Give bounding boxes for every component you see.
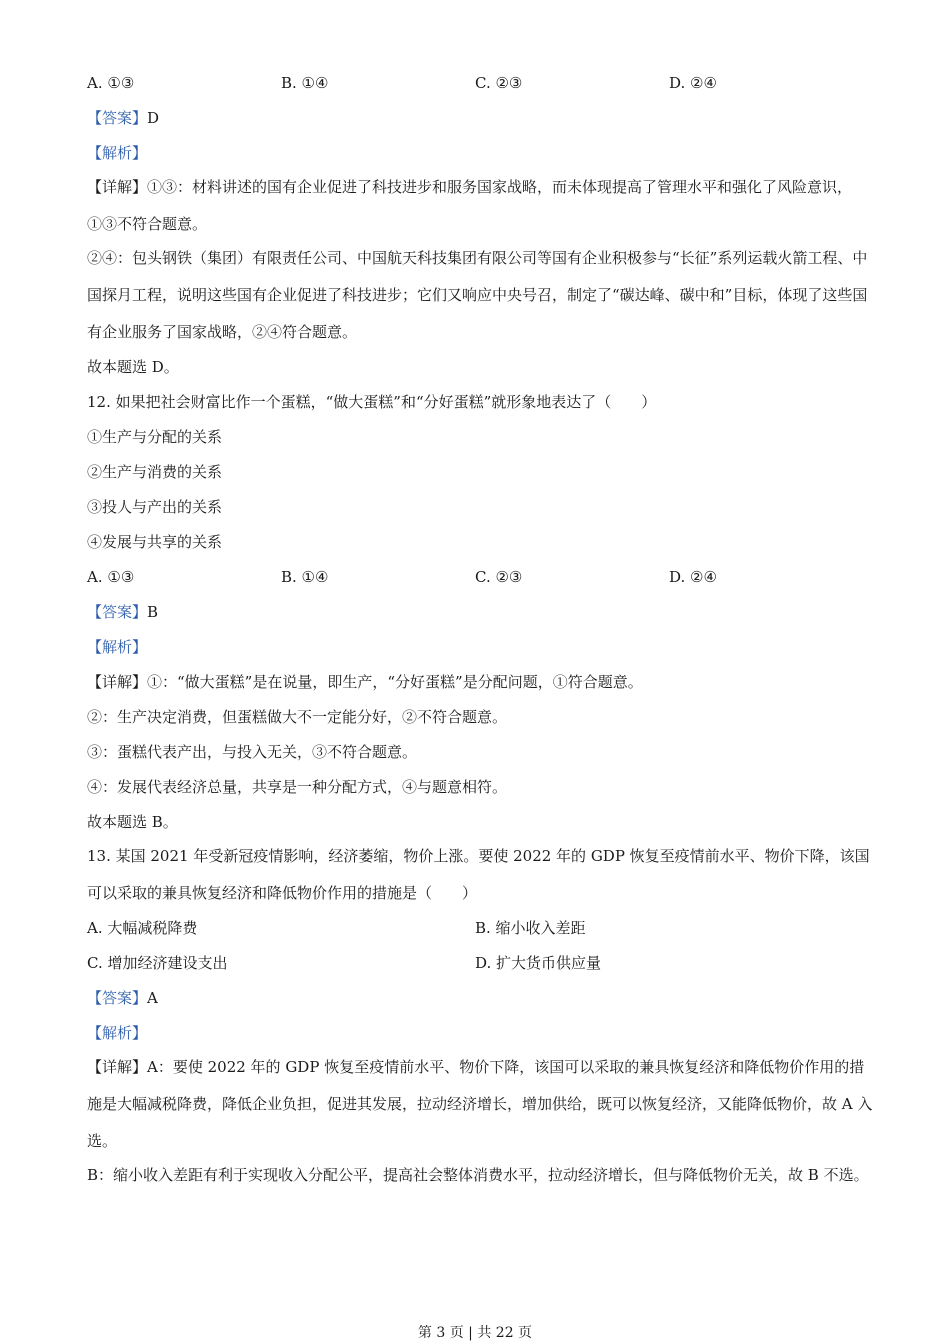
answer-value: D [147, 109, 160, 127]
q13-option-b: B. 缩小收入差距 [475, 919, 586, 937]
q12-item-1: ①生产与分配的关系 [87, 428, 223, 446]
answer-tag: 【答案】 [87, 603, 148, 621]
q12-analysis [87, 636, 877, 658]
q13-answer [87, 987, 877, 1009]
q11-option-c: C. ②③ [475, 74, 523, 92]
answer-tag: 【答案】 [87, 989, 148, 1007]
q12-options [87, 566, 877, 588]
analysis-tag: 【解析】 [87, 638, 148, 656]
detail-tag: 【详解】 [87, 1058, 148, 1076]
q12-answer [87, 601, 877, 623]
q12-detail-2: ②：生产决定消费，但蛋糕做大不一定能分好，②不符合题意。 [87, 708, 508, 726]
q12-option-b: B. ①④ [281, 568, 329, 586]
answer-tag: 【答案】 [87, 109, 148, 127]
q13-option-a: A. 大幅减税降费 [87, 919, 198, 937]
q12-detail-3: ③：蛋糕代表产出，与投入无关，③不符合题意。 [87, 743, 418, 761]
page-footer: 第 3 页 | 共 22 页 [417, 1325, 533, 1341]
q12-detail-1: 【详解】①：“做大蛋糕”是在说量，即生产，“分好蛋糕”是分配问题，①符合题意。 [87, 673, 643, 691]
q13-option-d: D. 扩大货币供应量 [475, 954, 602, 972]
q11-option-d: D. ②④ [669, 74, 717, 92]
q13-option-c: C. 增加经济建设支出 [87, 954, 228, 972]
q13-options-row-2 [87, 952, 877, 974]
q11-detail-1: 【详解】①③：材料讲述的国有企业促进了科技进步和服务国家战略，而未体现提高了管理水平和强化了风险意识，①③不符合题意。 [87, 178, 853, 233]
q11-option-b: B. ①④ [281, 74, 329, 92]
q12-detail-4: ④：发展代表经济总量，共享是一种分配方式，④与题意相符。 [87, 778, 508, 796]
q12-stem: 12. 如果把社会财富比作一个蛋糕，“做大蛋糕”和“分好蛋糕”就形象地表达了（ ） [87, 393, 657, 411]
q12-item-4: ④发展与共享的关系 [87, 533, 223, 551]
q11-options [87, 72, 877, 94]
analysis-tag: 【解析】 [87, 1024, 148, 1042]
q12-item-2: ②生产与消费的关系 [87, 463, 223, 481]
q12-conclusion: 故本题选 B。 [87, 813, 178, 831]
answer-value: B [147, 603, 159, 621]
q12-option-c: C. ②③ [475, 568, 523, 586]
q13-detail-2: B：缩小收入差距有利于实现收入分配公平，提高社会整体消费水平，拉动经济增长，但与降低物价无关，故 B 不选。 [87, 1166, 869, 1184]
q11-detail-2: ②④：包头钢铁（集团）有限责任公司、中国航天科技集团有限公司等国有企业积极参与“长征”系列运载火箭工程、中国探月工程，说明这些国有企业促进了科技进步；它们又响应中央号召，制定了“碳达峰、碳中和”目标，体现了这些国有企业服务了国家战略，②④符合题意。 [87, 249, 868, 341]
q11-conclusion: 故本题选 D。 [87, 358, 179, 376]
detail-tag: 【详解】 [87, 673, 148, 691]
analysis-tag: 【解析】 [87, 144, 148, 162]
q11-analysis [87, 142, 877, 164]
q13-analysis [87, 1022, 877, 1044]
answer-value: A [147, 989, 158, 1007]
page-content [87, 72, 877, 1199]
q12-item-3: ③投人与产出的关系 [87, 498, 223, 516]
q13-detail-1: 【详解】A：要使 2022 年的 GDP 恢复至疫情前水平、物价下降，该国可以采取的兼具恢复经济和降低物价作用的措施是大幅减税降费，降低企业负担，促进其发展，拉动经济增长，增加供给，既可以恢复经济，又能降低物价，故 A 入选。 [87, 1058, 873, 1150]
q13-stem: 13. 某国 2021 年受新冠疫情影响，经济萎缩，物价上涨。要使 2022 年的 GDP 恢复至疫情前水平、物价下降，该国可以采取的兼具恢复经济和降低物价作用的措施是（ ） [87, 847, 870, 902]
q11-answer [87, 107, 877, 129]
q12-option-a: A. ①③ [87, 568, 135, 586]
q12-option-d: D. ②④ [669, 568, 717, 586]
q13-options-row-1 [87, 917, 877, 939]
detail-tag: 【详解】 [87, 178, 148, 196]
q11-option-a: A. ①③ [87, 74, 135, 92]
